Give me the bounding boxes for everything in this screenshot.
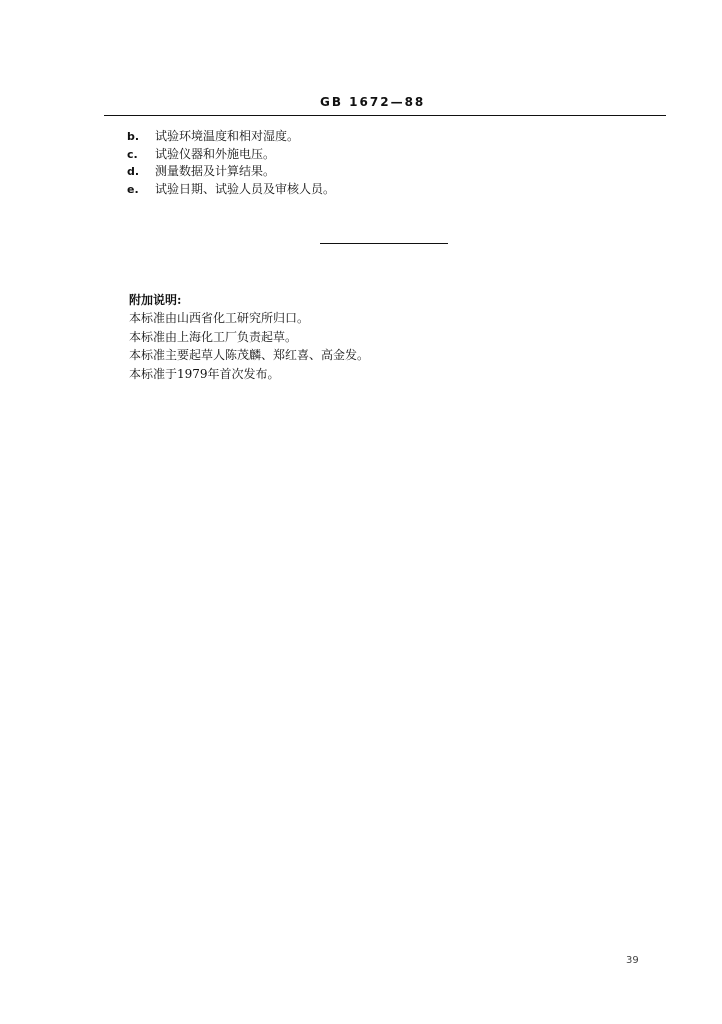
list-item-marker: e. [127, 182, 139, 196]
standard-code-header: GB 1672—88 [320, 95, 426, 109]
notes-heading: 附加说明: [129, 293, 182, 307]
list-item-marker: c. [127, 147, 138, 161]
note-line: 本标准于1979年首次发布。 [129, 366, 280, 381]
page-number: 39 [626, 955, 639, 966]
list-item [127, 163, 335, 181]
note-line: 本标准由山西省化工研究所归口。 [129, 311, 310, 325]
additional-notes [129, 291, 369, 383]
list-item [127, 181, 335, 199]
list-item-text: 试验日期、试验人员及审核人员。 [155, 181, 336, 196]
list-item-text: 试验仪器和外施电压。 [155, 146, 276, 161]
list-item-marker: b. [127, 130, 140, 143]
header-rule [104, 115, 666, 116]
note-line: 本标准由上海化工厂负责起草。 [129, 329, 298, 344]
section-end-rule [320, 243, 448, 244]
list-item-text: 试验环境温度和相对湿度。 [155, 129, 300, 143]
note-line: 本标准主要起草人陈茂麟、郑红喜、高金发。 [129, 348, 370, 362]
list-item-text: 测量数据及计算结果。 [155, 164, 276, 178]
list-item [127, 146, 335, 164]
list-item [127, 128, 335, 146]
report-items-list [127, 128, 335, 198]
list-item-marker: d. [127, 165, 140, 178]
